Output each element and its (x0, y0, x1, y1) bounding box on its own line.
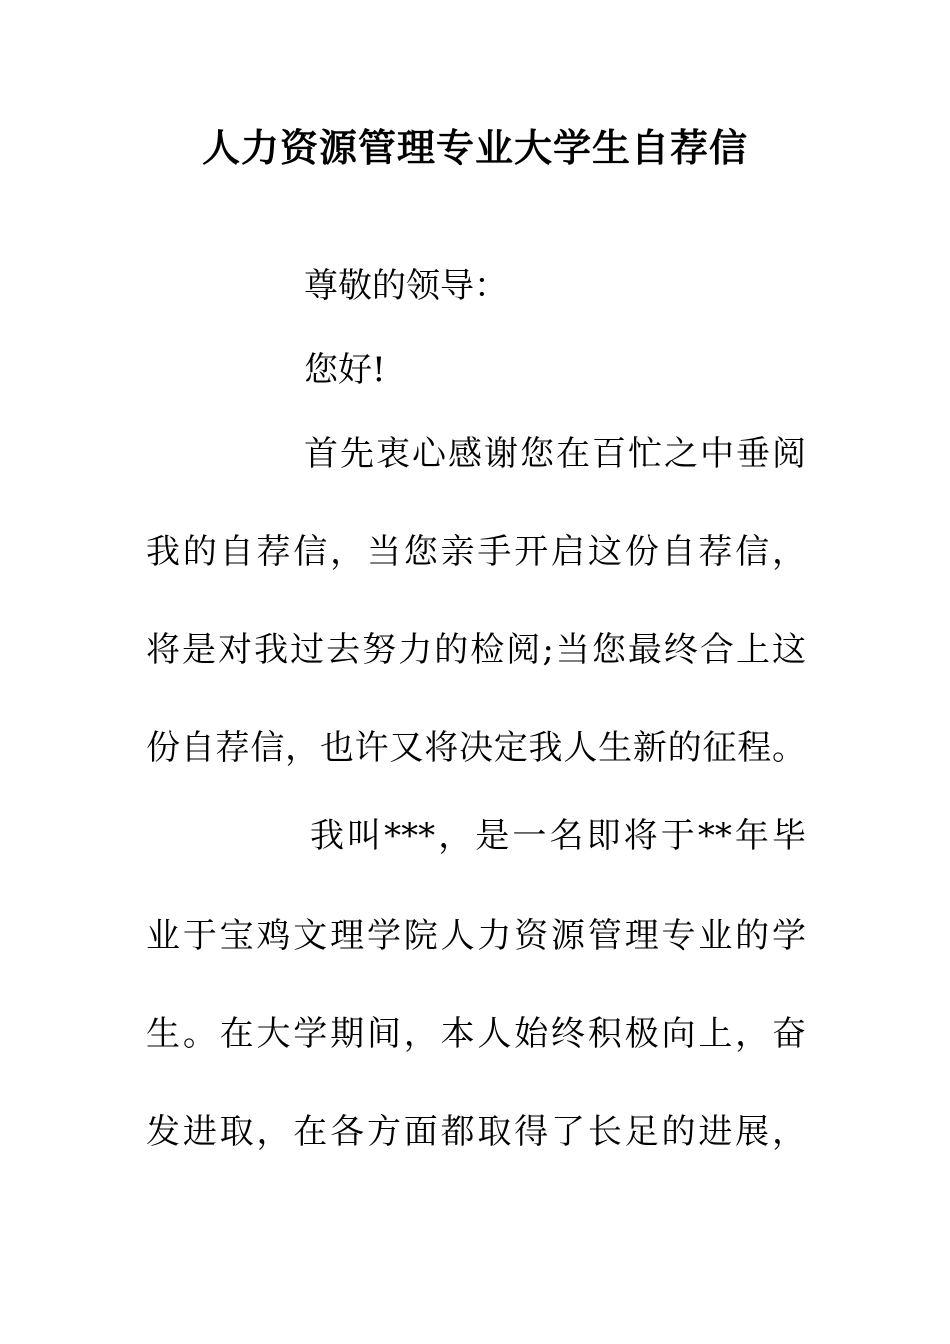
greeting: 您好! (304, 350, 386, 390)
paragraph-1-line-2: 我的自荐信，当您亲手开启这份自荐信， (146, 532, 806, 572)
paragraph-1-line-3: 将是对我过去努力的检阅;当您最终合上这 (146, 630, 806, 670)
paragraph-2-line-3: 生。在大学期间，本人始终积极向上，奋 (146, 1014, 806, 1054)
document-title: 人力资源管理专业大学生自荐信 (201, 126, 748, 170)
paragraph-2-line-1: 我叫***，是一名即将于**年毕 (310, 816, 806, 856)
paragraph-1-line-1: 首先衷心感谢您在百忙之中垂阅 (304, 434, 806, 474)
paragraph-2-line-2: 业于宝鸡文理学院人力资源管理专业的学 (146, 916, 806, 956)
paragraph-2-line-4: 发进取，在各方面都取得了长足的进展， (146, 1112, 806, 1152)
paragraph-1-line-4: 份自荐信，也许又将决定我人生新的征程。 (146, 728, 806, 768)
salutation: 尊敬的领导： (304, 266, 508, 306)
